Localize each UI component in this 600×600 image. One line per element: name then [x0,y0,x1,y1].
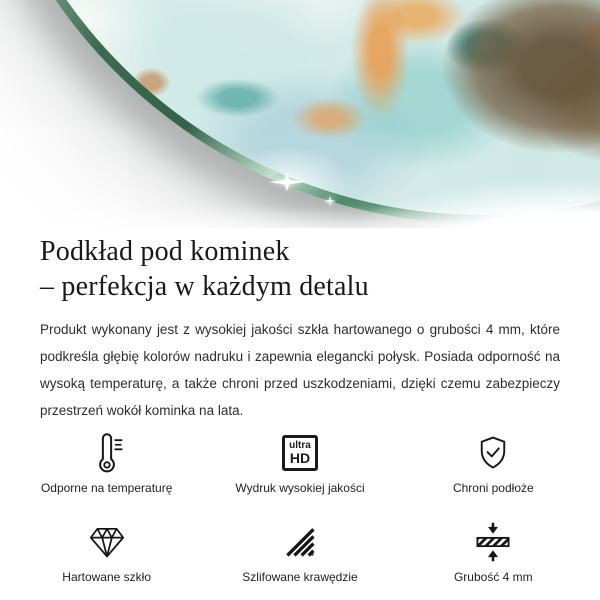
shield-check-icon [473,430,513,476]
feature-label: Odporne na temperaturę [40,481,173,495]
thickness-icon [471,519,515,565]
feature-item-thickness [397,519,590,584]
feature-grid [0,430,600,584]
ultra-hd-badge-top: ultra [289,440,311,451]
page-title-line1: Podkład pod kominek [40,236,290,267]
feature-label: Wydruk wysokiej jakości [235,481,365,495]
feature-item-temperature [10,430,203,495]
feature-item-protects-floor [397,430,590,495]
feature-label: Chroni podłoże [452,481,534,495]
glass-disc-surface [0,0,600,215]
feature-item-polished-edges [203,519,396,584]
diamond-icon [86,519,128,565]
feature-item-tempered-glass [10,519,203,584]
ultra-hd-badge-bottom: HD [289,450,311,466]
product-description: Produkt wykonany jest z wysokiej jakości szkła hartowanego o grubości 4 mm, które podkreśla głębię kolorów nadruku i zapewnia elegancki połysk. Posiada odporność na wysoką temperaturę, a także chroni przed uszkodzeniami, dzięki czemu zabezpieczy przestrzeń wokół kominka na lata. [40,322,560,418]
product-image [0,0,600,228]
page-title [40,234,560,304]
thermometer-icon [85,430,129,476]
feature-label: Hartowane szkło [62,570,152,584]
text-block [0,234,600,424]
polished-edges-icon [281,519,319,565]
feature-item-print-quality [203,430,396,495]
feature-label: Szlifowane krawędzie [242,570,358,584]
ultra-hd-icon [282,430,318,476]
ultra-hd-badge [282,435,318,471]
page-title-line2: – perfekcja w każdym detalu [40,271,369,302]
glass-disc-edge [0,0,600,224]
feature-label: Grubość 4 mm [453,570,533,584]
